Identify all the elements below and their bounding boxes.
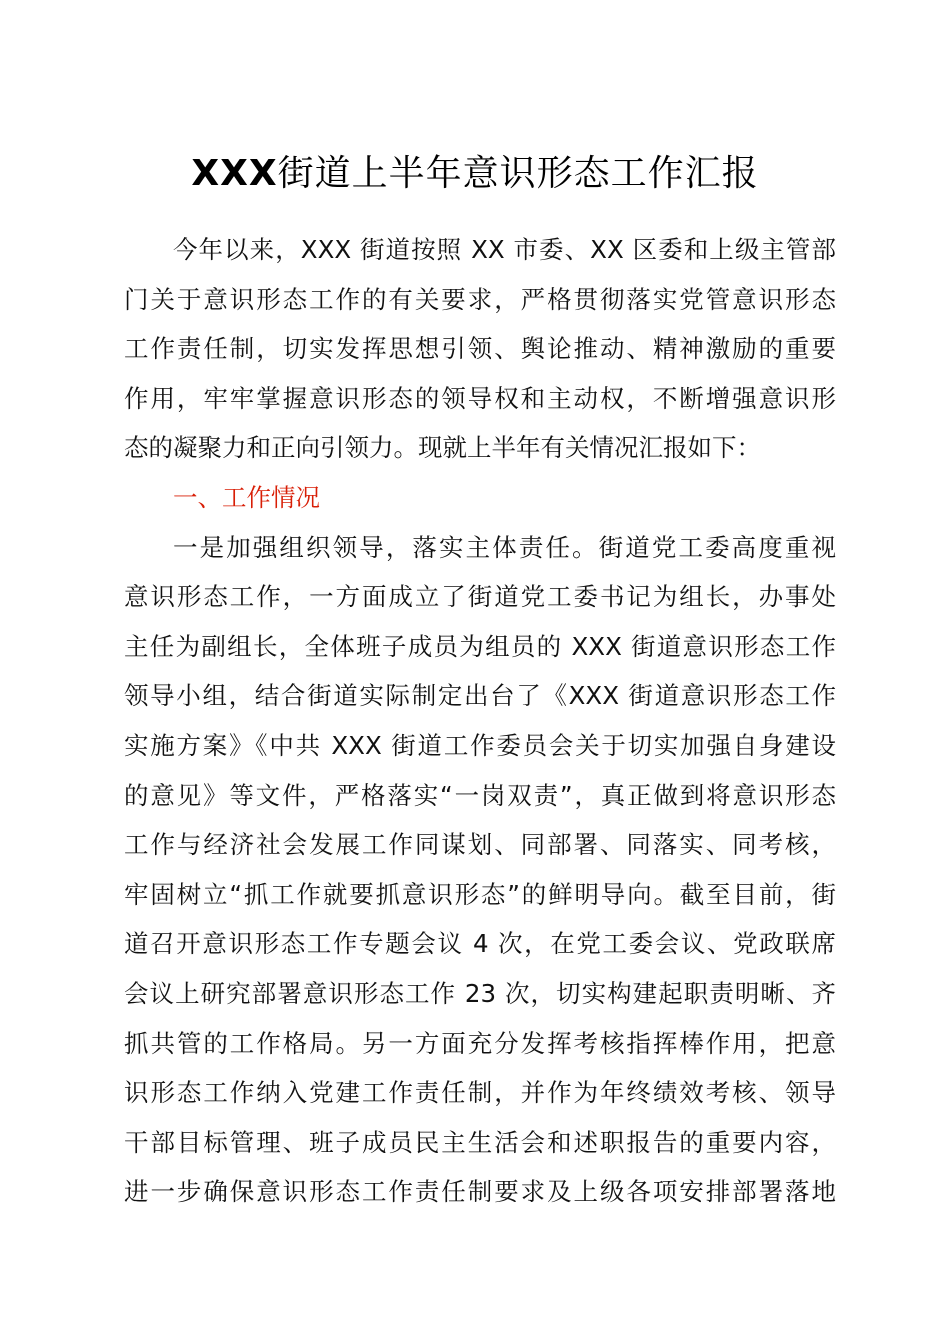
section-paragraph-line: 识形态工作纳入党建工作责任制，并作为年终绩效考核、领导	[124, 1078, 836, 1108]
section-paragraph-line: 意识形态工作，一方面成立了街道党工委书记为组长，办事处	[124, 582, 836, 612]
section-paragraph-line: 主任为副组长，全体班子成员为组员的 XXX 街道意识形态工作	[124, 631, 836, 661]
section-paragraph-line: 实施方案》《中共 XXX 街道工作委员会关于切实加强自身建设	[124, 730, 836, 760]
title-prefix: XXX	[191, 153, 278, 194]
section-paragraph-line: 道召开意识形态工作专题会议 4 次，在党工委会议、党政联席	[124, 929, 836, 959]
section-heading: 一、工作情况	[173, 482, 320, 512]
section-paragraph-line: 领导小组，结合街道实际制定出台了《XXX 街道意识形态工作	[124, 681, 836, 711]
intro-paragraph-line: 门关于意识形态工作的有关要求，严格贯彻落实党管意识形态	[124, 284, 836, 314]
section-paragraph-line: 的意见》等文件，严格落实“一岗双责”，真正做到将意识形态	[124, 780, 836, 810]
section-paragraph-line: 干部目标管理、班子成员民主生活会和述职报告的重要内容，	[124, 1127, 836, 1157]
intro-paragraph-line: 作用，牢牢掌握意识形态的领导权和主动权，不断增强意识形	[124, 383, 836, 413]
intro-paragraph-line: 态的凝聚力和正向引领力。现就上半年有关情况汇报如下：	[124, 433, 761, 463]
document-title	[0, 146, 950, 202]
section-paragraph-line: 抓共管的工作格局。另一方面充分发挥考核指挥棒作用，把意	[124, 1028, 836, 1058]
section-paragraph-line: 牢固树立“抓工作就要抓意识形态”的鲜明导向。截至目前，街	[124, 879, 836, 909]
section-paragraph-line: 进一步确保意识形态工作责任制要求及上级各项安排部署落地	[124, 1177, 836, 1207]
section-paragraph-line: 会议上研究部署意识形态工作 23 次，切实构建起职责明晰、齐	[124, 978, 836, 1008]
document-body	[124, 225, 836, 1217]
intro-paragraph-line: 今年以来，XXX 街道按照 XX 市委、XX 区委和上级主管部	[173, 235, 836, 264]
section-paragraph-line: 工作与经济社会发展工作同谋划、同部署、同落实、同考核，	[124, 830, 836, 860]
title-rest: 街道上半年意识形态工作汇报	[277, 153, 759, 194]
intro-paragraph-line: 工作责任制，切实发挥思想引领、舆论推动、精神激励的重要	[124, 334, 836, 364]
section-paragraph-line: 一是加强组织领导，落实主体责任。街道党工委高度重视	[173, 532, 836, 562]
